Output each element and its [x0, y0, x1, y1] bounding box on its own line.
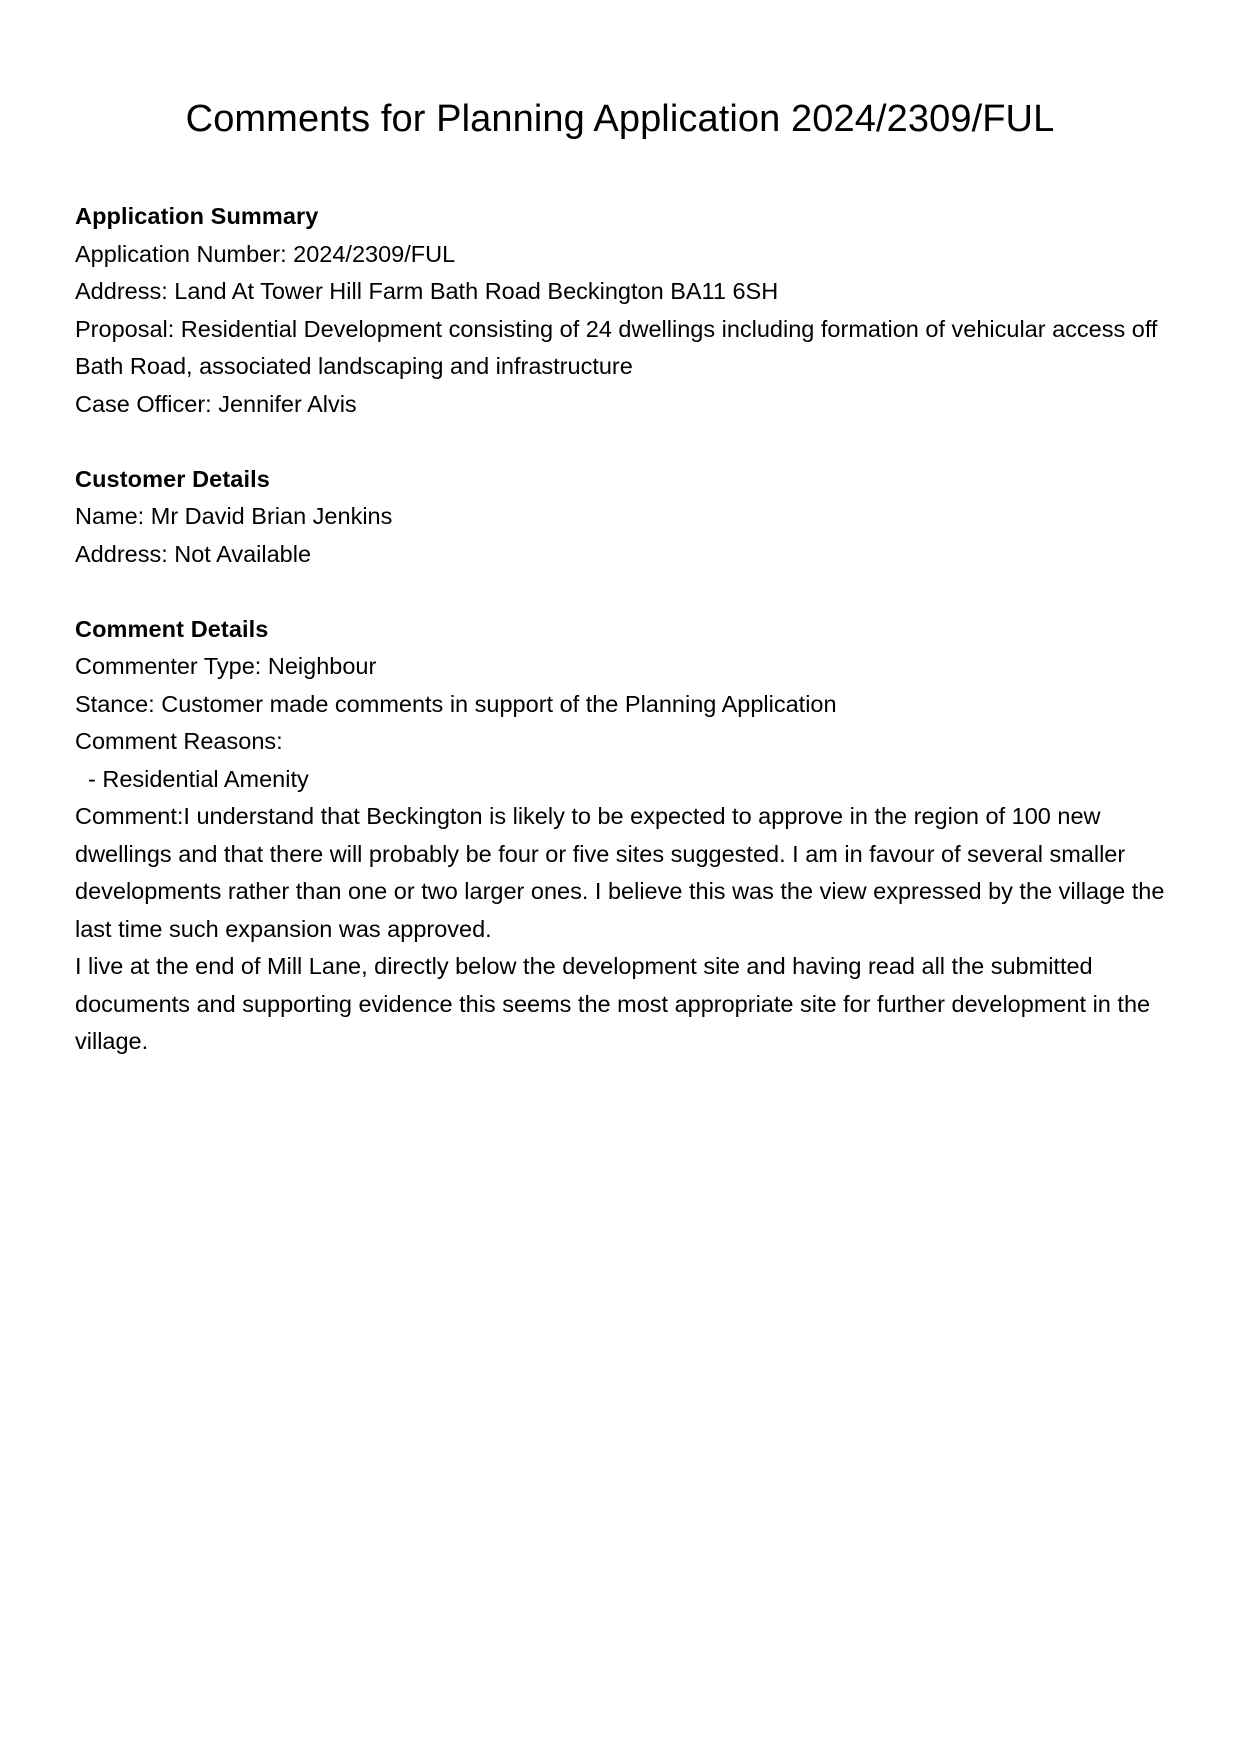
- customer-address: Address: Not Available: [75, 540, 312, 567]
- comment-reason-item: - Residential Amenity: [88, 765, 309, 792]
- application-proposal: Proposal: Residential Development consisting of 24 dwellings including formation of vehicular access off Bath Road, associated landscaping and infrastructure: [75, 315, 1158, 379]
- comment-details-section: [75, 611, 1175, 1061]
- commenter-type: Commenter Type: Neighbour: [75, 653, 377, 679]
- page-title: Comments for Planning Application 2024/2309/FUL: [185, 98, 1055, 140]
- comment-text-paragraph-1: Comment:I understand that Beckington is likely to be expected to approve in the region of 100 new dwellings and that there will probably be four or five sites suggested. I am in favour of several smaller developments rather than one or two larger ones. I believe this was the view expressed by the village the last time such expansion was approved.: [75, 803, 1165, 942]
- stance: Stance: Customer made comments in support of the Planning Application: [75, 690, 837, 717]
- customer-details-section: [75, 461, 1175, 574]
- customer-details-heading: Customer Details: [75, 465, 270, 492]
- comment-reasons-label: Comment Reasons:: [75, 728, 283, 754]
- application-address: Address: Land At Tower Hill Farm Bath Road Beckington BA11 6SH: [75, 278, 779, 304]
- comment-details-heading: Comment Details: [75, 615, 269, 642]
- application-number: Application Number: 2024/2309/FUL: [75, 240, 456, 267]
- document-body: [75, 198, 1175, 1061]
- comment-text-paragraph-2: I live at the end of Mill Lane, directly below the development site and having read all the submitted documents and supporting evidence this seems the most appropriate site for further development in the village.: [75, 953, 1151, 1054]
- application-summary-section: [75, 198, 1175, 423]
- customer-name: Name: Mr David Brian Jenkins: [75, 503, 393, 529]
- application-summary-heading: Application Summary: [75, 203, 319, 229]
- case-officer: Case Officer: Jennifer Alvis: [75, 390, 357, 417]
